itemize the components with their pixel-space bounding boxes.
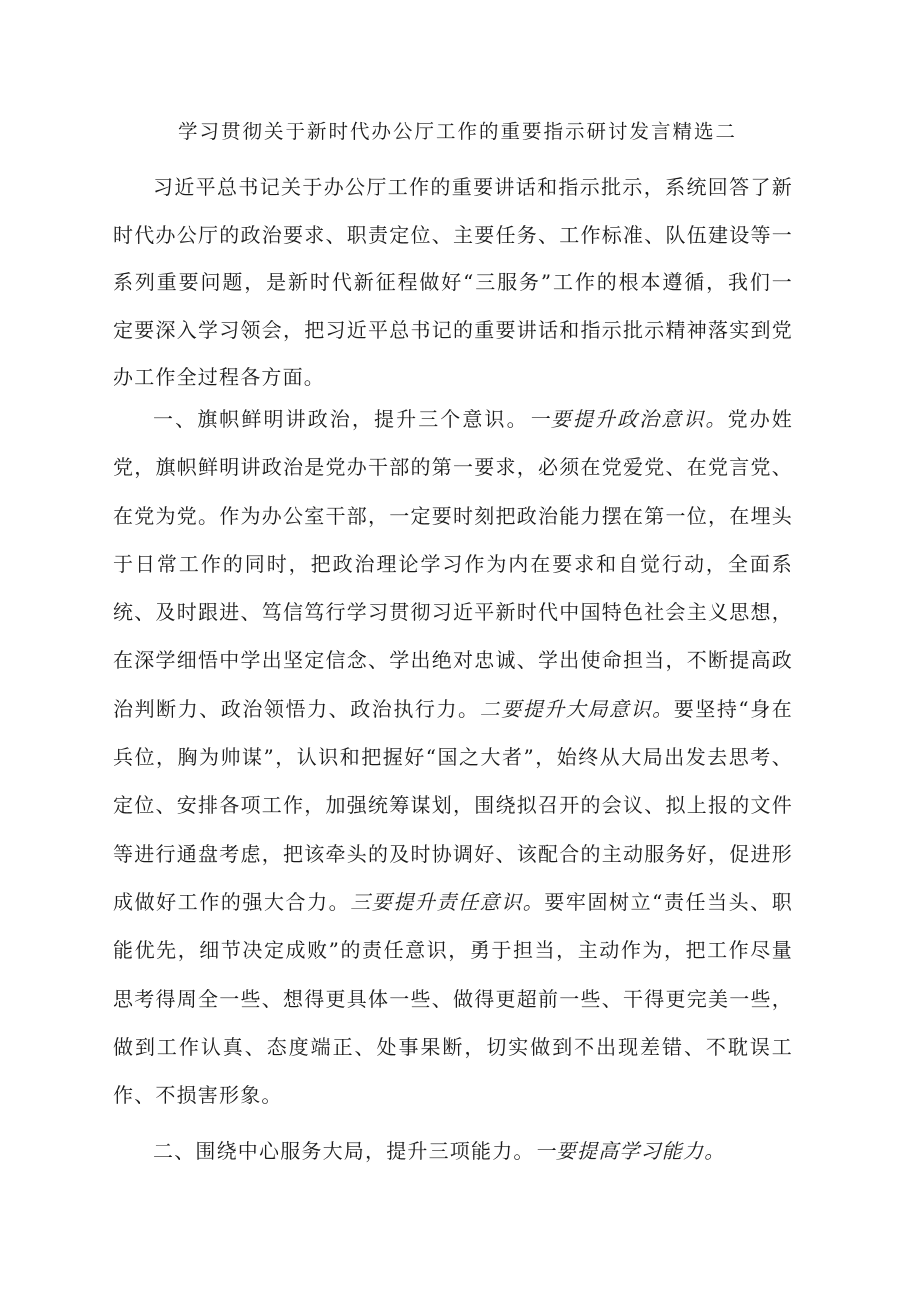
intro-paragraph: [113, 164, 793, 402]
section-one-point1-text: 党办姓党，旗帜鲜明讲政治是党办干部的第一要求，必须在党爱党、在党言党、在党为党。作为办公室干部，一定要时刻把政治能力摆在第一位，在埋头于日常工作的同时，把政治理论学习作为内在要求和自觉行动，全面系统、及时跟进、笃信笃行学习贯彻习近平新时代中国特色社会主义思想，在深学细悟中学出坚定信念、学出绝对忠诚、学出使命担当，不断提高政治判断力、政治领悟力、政治执行力。: [113, 407, 793, 721]
document-title: 学习贯彻关于新时代办公厅工作的重要指示研讨发言精选二: [178, 120, 738, 143]
section-one-point1-heading: 一要提升政治意识。: [528, 407, 728, 431]
section-two-paragraph: [113, 1127, 793, 1175]
section-one-point3-text: 要牢固树立“责任当头、职能优先，细节决定成败”的责任意识，勇于担当，主动作为，把工作尽量思考得周全一些、想得更具体一些、做得更超前一些、干得更完美一些，做到工作认真、态度端正、处事果断，切实做到不出现差错、不耽误工作、不损害形象。: [113, 889, 793, 1108]
intro-text: 习近平总书记关于办公厅工作的重要讲话和指示批示，系统回答了新时代办公厅的政治要求、职责定位、主要任务、工作标准、队伍建设等一系列重要问题，是新时代新征程做好“三服务”工作的根本遵循，我们一定要深入学习领会，把习近平总书记的重要讲话和指示批示精神落实到党办工作全过程各方面。: [113, 175, 793, 390]
section-one-point2-text: 要坚持“身在兵位，胸为帅谋”，认识和把握好“国之大者”，始终从大局出发去思考、定位、安排各项工作，加强统筹谋划，围绕拟召开的会议、拟上报的文件等进行通盘考虑，把该牵头的及时协调好、该配合的主动服务好，促进形成做好工作的强大合力。: [113, 696, 793, 914]
section-one-point3-heading: 三要提升责任意识。: [350, 889, 545, 914]
section-one-lead: 一、旗帜鲜明讲政治，提升三个意识。: [153, 407, 529, 431]
section-two-point1-heading: 一要提高学习能力。: [534, 1139, 726, 1163]
section-one-paragraph: [113, 395, 793, 1119]
section-one-point2-heading: 二要提升大局意识。: [479, 696, 674, 721]
section-two-lead: 二、围绕中心服务大局，提升三项能力。: [153, 1139, 535, 1163]
